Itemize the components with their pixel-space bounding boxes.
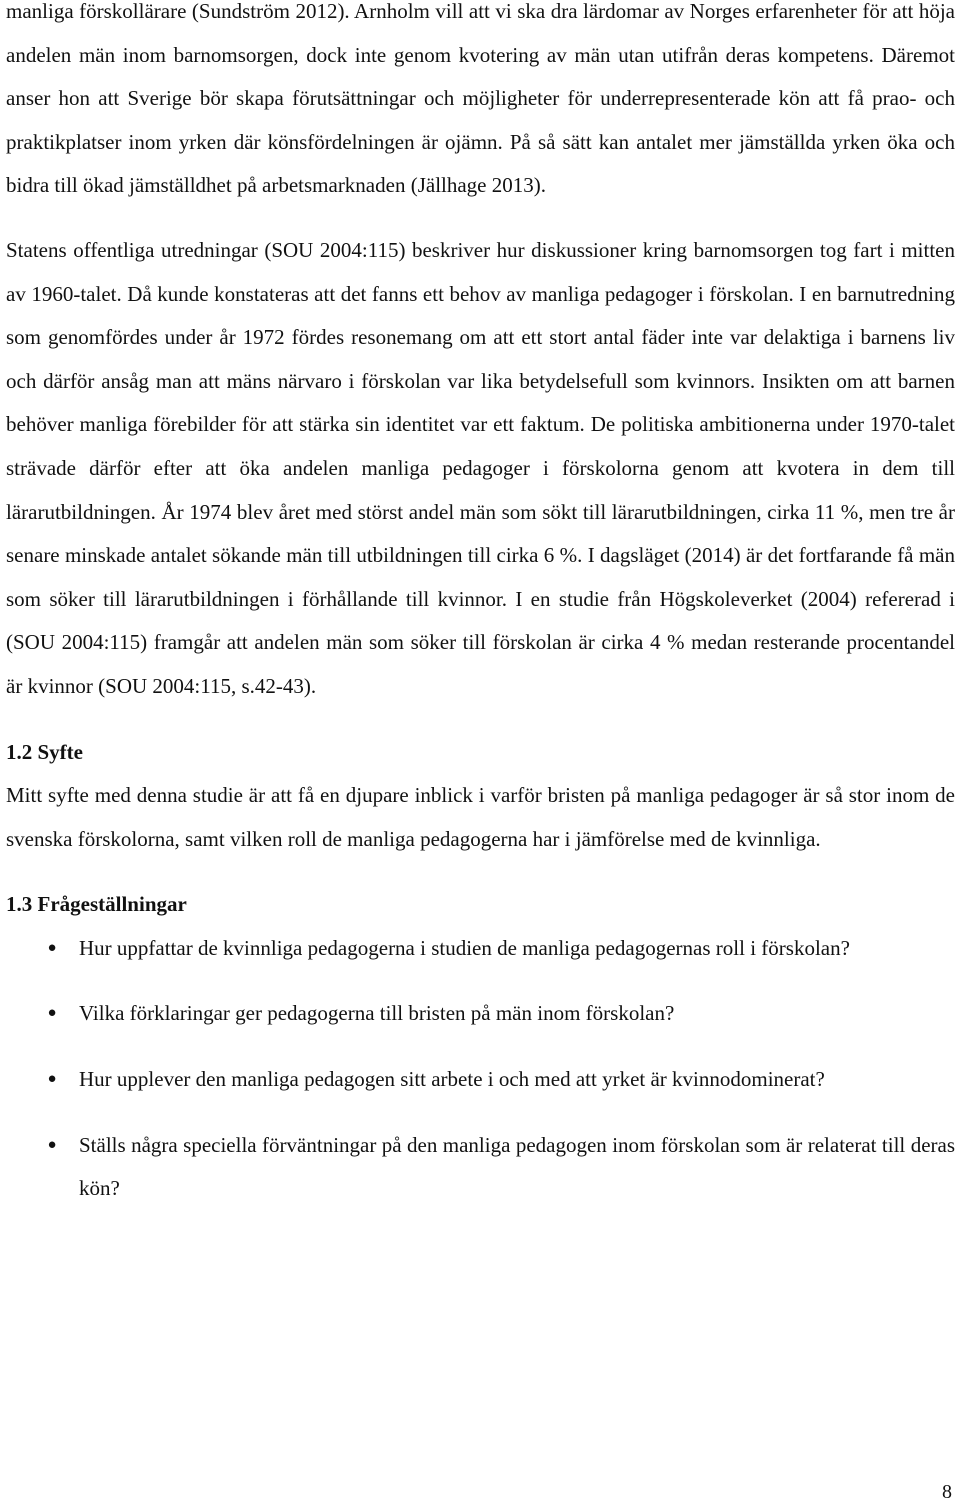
- body-paragraph: manliga förskollärare (Sundström 2012). Arnholm vill att vi ska dra lärdomar av Norges erfarenheter för att höja andelen män inom barnomsorgen, dock inte genom kvotering av män utan utifrån deras kompetens. Däremot anser hon att Sverige bör skapa förutsättningar och möjligheter för underrepresenterade kön att få prao- och praktikplatser inom yrken där könsfördelningen är ojämn. På så sätt kan antalet mer jämställda yrken öka och bidra till ökad jämställdhet på arbetsmarknaden (Jällhage 2013).: [6, 0, 955, 198]
- page-number: 8: [942, 1481, 952, 1503]
- syfte-paragraph: Mitt syfte med denna studie är att få en djupare inblick i varför bristen på manliga pedagoger är så stor inom de svenska förskolorna, samt vilken roll de manliga pedagogerna har i jämförelse med de kvinnliga.: [6, 783, 955, 851]
- list-item: [6, 992, 955, 1036]
- bullet-icon: ●: [47, 939, 57, 956]
- question-text: Ställs några speciella förväntningar på den manliga pedagogen inom förskolan som är relaterat till deras kön?: [79, 1132, 955, 1201]
- list-item: [6, 927, 955, 971]
- question-text: Hur upplever den manliga pedagogen sitt arbete i och med att yrket är kvinnodominerat?: [79, 1067, 825, 1092]
- bullet-icon: ●: [47, 1071, 57, 1088]
- list-item: [6, 1124, 955, 1211]
- body-paragraph: Statens offentliga utredningar (SOU 2004:115) beskriver hur diskussioner kring barnomsorgen tog fart i mitten av 1960-talet. Då kunde konstateras att det fanns ett behov av manliga pedagoger i förskolan. I en barnutredning som genomfördes under år 1972 fördes resonemang om att ett stort antal fäder inte var delaktiga i barnens liv och därför ansåg man att mäns närvaro i förskolan var lika betydelsefull som kvinnors. Insikten om att barnen behöver manliga förebilder för att stärka sin identitet var ett faktum. De politiska ambitionerna under 1970-talet strävade därför efter att öka andelen manliga pedagoger i förskolorna genom att kvotera in dem till lärarutbildningen. År 1974 blev året med störst andel män som sökt till lärarutbildningen, cirka 11 %, men tre år senare minskade antalet sökande män till utbildningen till cirka 6 %. I dagsläget (2014) är det fortfarande få män som söker till lärarutbildningen i förhållande till kvinnor. I en studie från Högskoleverket (2004) refererad i (SOU 2004:115) framgår att andelen män som söker till förskolan är cirka 4 % medan resterande procentandel är kvinnor (SOU 2004:115, s.42-43).: [6, 237, 955, 698]
- bullet-icon: ●: [47, 1136, 57, 1153]
- list-item: [6, 1058, 955, 1102]
- document-page: [6, 0, 955, 1233]
- bullet-icon: ●: [47, 1005, 57, 1022]
- section-heading-syfte: 1.2 Syfte: [6, 739, 83, 764]
- section-heading-fragestallningar: 1.3 Frågeställningar: [6, 892, 187, 917]
- research-question-list: [6, 927, 955, 1211]
- question-text: Hur uppfattar de kvinnliga pedagogerna i studien de manliga pedagogernas roll i förskolan?: [79, 935, 850, 960]
- question-text: Vilka förklaringar ger pedagogerna till bristen på män inom förskolan?: [79, 1001, 675, 1026]
